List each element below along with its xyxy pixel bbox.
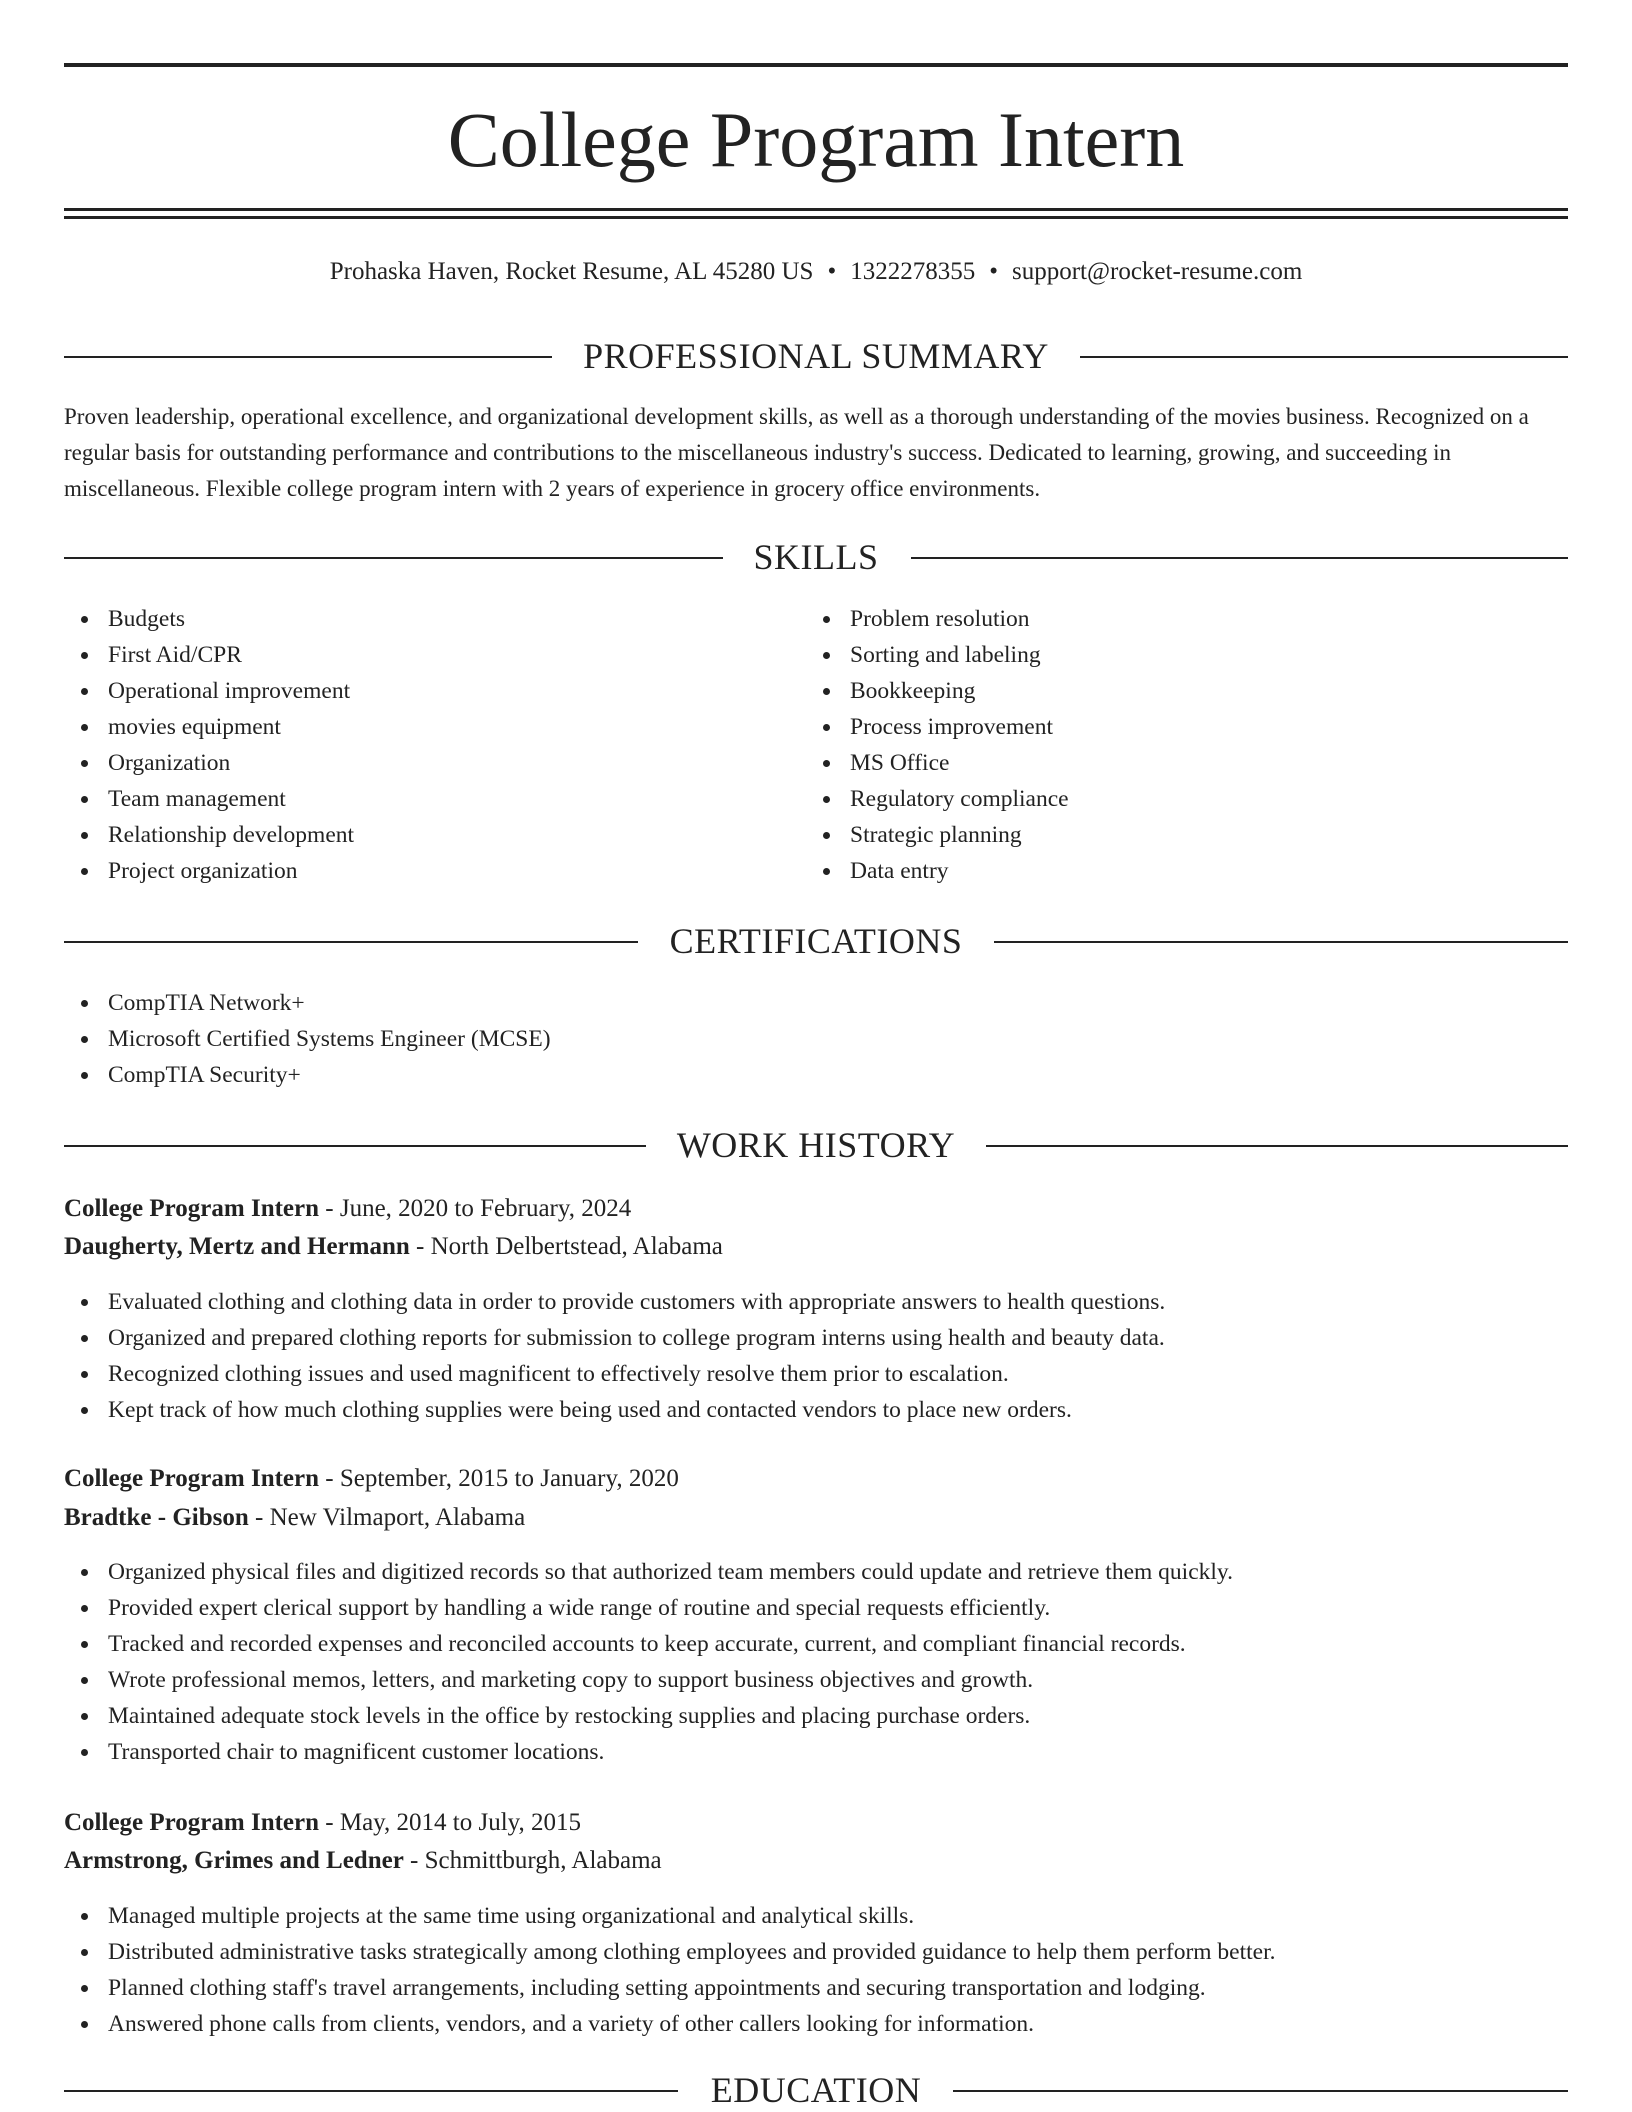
job-bullets bbox=[64, 1554, 1568, 1770]
job-bullet: Provided expert clerical support by handling a wide range of routine and special requests efficiently. bbox=[64, 1590, 1568, 1626]
job-location: - New Vilmaport, Alabama bbox=[248, 1504, 526, 1531]
job-bullet: Organized physical files and digitized records so that authorized team members could update and retrieve them quickly. bbox=[64, 1554, 1568, 1590]
job-bullet: Kept track of how much clothing supplies were being used and contacted vendors to place new orders. bbox=[64, 1392, 1568, 1428]
skill-item: Bookkeeping bbox=[806, 673, 1546, 709]
header-double-rule-top bbox=[64, 208, 1568, 211]
certification-item: CompTIA Network+ bbox=[64, 985, 1568, 1021]
section-rule-right bbox=[911, 557, 1568, 559]
job-bullet: Transported chair to magnificent customer locations. bbox=[64, 1734, 1568, 1770]
skill-item: Strategic planning bbox=[806, 817, 1546, 853]
job-position: College Program Intern bbox=[64, 1195, 320, 1222]
job-bullet: Tracked and recorded expenses and reconciled accounts to keep accurate, current, and compliant financial records. bbox=[64, 1626, 1568, 1662]
header-top-rule bbox=[64, 63, 1568, 67]
contact-address: Prohaska Haven, Rocket Resume, AL 45280 US bbox=[329, 258, 814, 285]
section-title-education: EDUCATION bbox=[710, 2070, 922, 2110]
skill-item: Relationship development bbox=[64, 817, 804, 853]
section-rule-right bbox=[1080, 356, 1568, 358]
skill-item: Regulatory compliance bbox=[806, 781, 1546, 817]
section-header-education bbox=[64, 2068, 1568, 2112]
skill-item: movies equipment bbox=[64, 709, 804, 745]
skill-item: Problem resolution bbox=[806, 601, 1546, 637]
section-header-skills bbox=[64, 535, 1568, 579]
job-bullets bbox=[64, 1898, 1568, 2042]
job-bullet: Managed multiple projects at the same time using organizational and analytical skills. bbox=[64, 1898, 1568, 1934]
job-company: Daugherty, Mertz and Hermann bbox=[64, 1233, 410, 1260]
skill-item: Project organization bbox=[64, 853, 804, 889]
section-rule-right bbox=[953, 2090, 1568, 2092]
job-position: College Program Intern bbox=[64, 1809, 320, 1836]
skill-item: Process improvement bbox=[806, 709, 1546, 745]
skill-item: First Aid/CPR bbox=[64, 637, 804, 673]
certifications-list bbox=[64, 985, 1568, 1093]
section-title-certifications: CERTIFICATIONS bbox=[669, 921, 963, 961]
job-bullet: Organized and prepared clothing reports for submission to college program interns using health and beauty data. bbox=[64, 1320, 1568, 1356]
skill-item: Operational improvement bbox=[64, 673, 804, 709]
job-dates: - September, 2015 to January, 2020 bbox=[319, 1465, 679, 1492]
section-title-work-history: WORK HISTORY bbox=[676, 1125, 956, 1165]
header-double-rule-bottom bbox=[64, 216, 1568, 219]
job-position: College Program Intern bbox=[64, 1465, 320, 1492]
skills-list-left bbox=[64, 601, 804, 889]
job-bullet: Distributed administrative tasks strategically among clothing employees and provided guidance to help them perform better. bbox=[64, 1934, 1568, 1970]
certification-item: CompTIA Security+ bbox=[64, 1057, 1568, 1093]
section-header-work-history bbox=[64, 1123, 1568, 1167]
certification-item: Microsoft Certified Systems Engineer (MCSE) bbox=[64, 1021, 1568, 1057]
job-bullets bbox=[64, 1284, 1568, 1428]
skill-item: Team management bbox=[64, 781, 804, 817]
section-title-skills: SKILLS bbox=[753, 537, 879, 577]
job-title-line bbox=[64, 1461, 1568, 1497]
skill-item: Data entry bbox=[806, 853, 1546, 889]
job-company-line bbox=[64, 1229, 1568, 1265]
skill-item: Budgets bbox=[64, 601, 804, 637]
job-bullet: Recognized clothing issues and used magnificent to effectively resolve them prior to escalation. bbox=[64, 1356, 1568, 1392]
skill-item: Organization bbox=[64, 745, 804, 781]
contact-line bbox=[64, 255, 1568, 289]
job-dates: - May, 2014 to July, 2015 bbox=[319, 1809, 582, 1836]
resume-title: College Program Intern bbox=[447, 96, 1185, 183]
section-rule-right bbox=[994, 941, 1568, 943]
job-company-line bbox=[64, 1843, 1568, 1879]
job-company-line bbox=[64, 1500, 1568, 1536]
section-title-summary: PROFESSIONAL SUMMARY bbox=[583, 336, 1049, 376]
job-dates: - June, 2020 to February, 2024 bbox=[319, 1195, 632, 1222]
section-header-summary bbox=[64, 334, 1568, 378]
job-bullet: Evaluated clothing and clothing data in order to provide customers with appropriate answers to health questions. bbox=[64, 1284, 1568, 1320]
skill-item: Sorting and labeling bbox=[806, 637, 1546, 673]
skill-item: MS Office bbox=[806, 745, 1546, 781]
contact-separator: • bbox=[989, 258, 998, 285]
job-company: Armstrong, Grimes and Ledner bbox=[64, 1847, 404, 1874]
contact-email: support@rocket-resume.com bbox=[1011, 258, 1303, 285]
job-title-line bbox=[64, 1191, 1568, 1227]
job-location: - Schmittburgh, Alabama bbox=[403, 1847, 662, 1874]
job-title-line bbox=[64, 1805, 1568, 1841]
contact-separator: • bbox=[827, 258, 837, 285]
job-bullet: Maintained adequate stock levels in the office by restocking supplies and placing purchase orders. bbox=[64, 1698, 1568, 1734]
job-location: - North Delbertstead, Alabama bbox=[409, 1233, 723, 1260]
job-bullet: Planned clothing staff's travel arrangements, including setting appointments and securing transportation and lodging. bbox=[64, 1970, 1568, 2006]
contact-phone: 1322278355 bbox=[850, 258, 976, 285]
section-header-certifications bbox=[64, 919, 1568, 963]
summary-text: Proven leadership, operational excellence, and organizational development skills, as well as a thorough understanding of the movies business. Recognized on a regular basis for outstanding performance and contributions to the miscellaneous industry's success. Dedicated to learning, growing, and succeeding in miscellaneous. Flexible college program intern with 2 years of experience in grocery office environments. bbox=[64, 404, 1529, 501]
skills-list-right bbox=[806, 601, 1546, 889]
job-company: Bradtke - Gibson bbox=[64, 1504, 249, 1531]
section-rule-right bbox=[986, 1145, 1568, 1147]
job-bullet: Wrote professional memos, letters, and marketing copy to support business objectives and growth. bbox=[64, 1662, 1568, 1698]
job-bullet: Answered phone calls from clients, vendors, and a variety of other callers looking for information. bbox=[64, 2006, 1568, 2042]
